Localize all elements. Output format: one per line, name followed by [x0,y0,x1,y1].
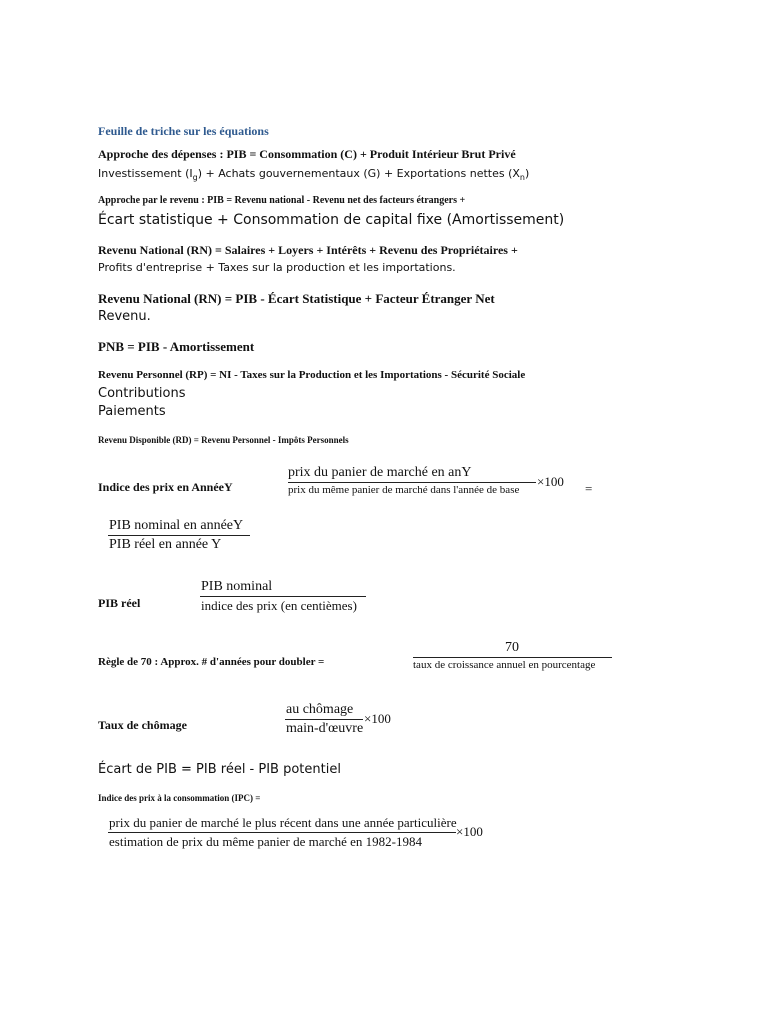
real-gdp-label: PIB réel [98,596,141,610]
personal-income-line2: Contributions [98,386,186,401]
nominal-ratio-fraction-bar [108,535,250,536]
cpi-times: ×100 [456,824,483,839]
personal-income-line3: Paiements [98,404,166,419]
personal-income-line1: Revenu Personnel (RP) = NI - Taxes sur la Production et les Importations - Sécurité Sociale [98,369,526,381]
income-approach-line1: Approche par le revenu : PIB = Revenu national - Revenu net des facteurs étrangers + [98,195,466,206]
national-income2-line1: Revenu National (RN) = PIB - Écart Statistique + Facteur Étranger Net [98,291,495,306]
cpi-denominator: estimation de prix du même panier de marché en 1982-1984 [109,834,422,849]
rule-of-70-denominator: taux de croissance annuel en pourcentage [413,659,596,671]
national-income2-line2: Revenu. [98,309,151,324]
unemployment-numerator: au chômage [286,702,354,717]
expenditure-approach-line2: Investissement $(I_g)$ + Achats gouvernementaux (G) + Exportations nettes $(X_n)$ [98,167,530,183]
disposable-income: Revenu Disponible (RD) = Revenu Personnel - Impôts Personnels [98,435,349,445]
price-index-fraction-bar [288,482,536,483]
real-gdp-fraction-bar [200,596,366,597]
cpi-label: Indice des prix à la consommation (IPC) = [98,793,261,803]
expenditure-approach-line1: Approche des dépenses : PIB = Consommation (C) + Produit Intérieur Brut Privé [98,147,516,161]
real-gdp-denominator: indice des prix (en centièmes) [201,598,357,613]
price-index-numerator: prix du panier de marché en anY [288,465,472,480]
nominal-ratio-numerator: PIB nominal en annéeY [109,518,244,533]
unemployment-denominator: main-d'œuvre [286,721,364,736]
nominal-ratio-denominator: PIB réel en année Y [109,537,222,552]
unemployment-fraction-bar [285,719,363,720]
cpi-numerator: prix du panier de marché le plus récent dans une année particulière [109,815,457,830]
rule-of-70-label: Règle de 70 : Approx. # d'années pour doubler = [98,656,325,668]
income-approach-line2: Écart statistique + Consommation de capital fixe (Amortissement) [98,212,565,228]
real-gdp-numerator: PIB nominal [201,579,273,594]
rule-of-70-fraction-bar [413,657,612,658]
unemployment-rate-label: Taux de chômage [98,718,187,732]
price-index-label: Indice des prix en AnnéeY [98,480,233,494]
national-income-line1: Revenu National (RN) = Salaires + Loyers + Intérêts + Revenu des Propriétaires + [98,243,518,257]
rule-of-70-numerator: 70 [505,640,519,655]
gdp-gap-equation: Écart de PIB = PIB réel - PIB potentiel [98,762,341,777]
cpi-fraction-bar [108,832,456,833]
national-income-line2: Profits d'entreprise + Taxes sur la production et les importations. [98,261,456,274]
unemployment-times: ×100 [364,711,391,726]
page-title: Feuille de triche sur les équations [98,124,269,138]
price-index-denominator: prix du même panier de marché dans l'année de base [288,484,520,496]
pnb-equation: PNB = PIB - Amortissement [98,339,255,354]
price-index-times: ×100 [537,474,564,489]
price-index-equals: = [585,481,593,496]
